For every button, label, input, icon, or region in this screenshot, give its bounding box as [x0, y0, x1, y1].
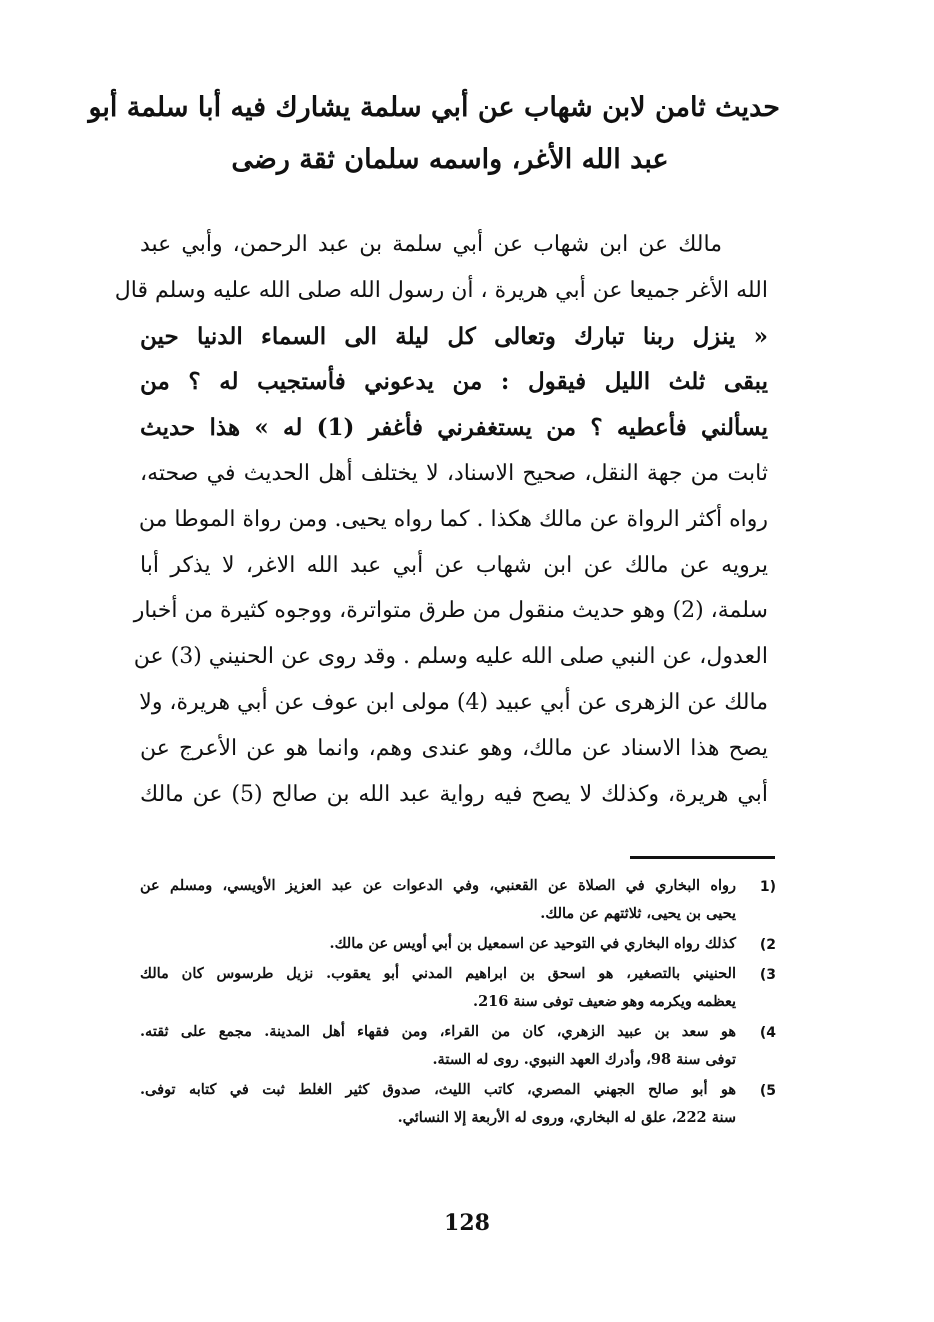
- body-line: يصح هذا الاسناد عن مالك، وهو عندى وهم، وانما هو عن الأعرج عن: [140, 735, 768, 761]
- footnote-number: 5): [759, 1083, 776, 1099]
- footnote-line: هو سعد بن عبيد الزهري، كان من القراء، ومن فقهاء أهل المدينة. مجمع على ثقته.: [140, 1023, 736, 1040]
- footnote-line: كذلك رواه البخاري في التوحيد عن اسمعيل بن أبي أويس عن مالك.: [329, 935, 736, 952]
- footnote: [140, 930, 776, 958]
- body-line: مالك عن الزهرى عن أبي عبيد (4) مولى ابن عوف عن أبي هريرة، ولا: [139, 689, 768, 715]
- hadith-quote-line: يسألني فأعطيه ؟ من يستغفرني فأغفر (1) له » هذا حديث: [140, 414, 768, 442]
- page-number: 128: [444, 1210, 490, 1236]
- body-line: مالك عن ابن شهاب عن أبي سلمة بن عبد الرحمن، وأبي عبد: [140, 232, 722, 257]
- body-text: [114, 222, 768, 817]
- footnote-divider: [630, 856, 775, 859]
- body-line: العدول، عن النبي صلى الله عليه وسلم . وقد روى عن الحنيني (3) عن: [133, 644, 768, 670]
- body-line: ثابت من جهة النقل، صحيح الاسناد، لا يختلف أهل الحديث في صحته،: [140, 460, 768, 486]
- footnote-line: الحنيني بالتصغير، هو اسحق بن ابراهيم المدني أبو يعقوب. نزيل طرسوس كان مالك: [140, 965, 736, 982]
- body-line: الله الأغر جميعا عن أبي هريرة ، أن رسول الله صلى الله عليه وسلم قال: [114, 277, 768, 303]
- hadith-quote-line: يبقى ثلث الليل فيقول : من يدعوني فأستجيب له ؟ من: [140, 368, 768, 396]
- footnote: [140, 1018, 776, 1074]
- title-line: عبد الله الأغر، واسمه سلمان ثقة رضى: [231, 144, 669, 175]
- body-line: أبي هريرة، وكذلك لا يصح فيه رواية عبد الله بن صالح (5) عن مالك: [140, 781, 768, 807]
- footnote-line: رواه البخاري في الصلاة عن القعنبي، وفي الدعوات عن عبد العزيز الأويسي، ومسلم عن: [140, 877, 736, 894]
- footnote-number: 4): [759, 1025, 776, 1041]
- body-line: سلمة، (2) وهو حديث منقول من طرق متواترة، ووجوه كثيرة من أخبار: [133, 598, 768, 624]
- footnote-number: 3): [759, 967, 776, 983]
- footnote: [140, 960, 776, 1016]
- footnote-number: 2): [759, 937, 776, 953]
- footnotes: [140, 872, 776, 1134]
- chapter-title: [88, 82, 780, 186]
- hadith-quote-line: « ينزل ربنا تبارك وتعالى كل ليلة الى السماء الدنيا حين: [140, 322, 768, 350]
- footnote-line: هو أبو صالح الجهني المصري، كاتب الليث، صدوق كثير الغلط ثبت في كتابه توفى.: [140, 1081, 736, 1098]
- footnote-line: يحيى بن يحيى، ثلاثتهم عن مالك.: [540, 905, 736, 922]
- body-line: رواه أكثر الرواة عن مالك هكذا . كما رواه يحيى. ومن رواة الموطا من: [138, 506, 768, 532]
- footnote: [140, 1076, 776, 1132]
- footnote-line: توفى سنة 98، وأدرك العهد النبوي. روى له الستة.: [432, 1051, 736, 1068]
- footnote: [140, 872, 776, 928]
- footnote-line: سنة 222، علق له البخاري، وروى له الأربعة إلا النسائي.: [397, 1109, 736, 1126]
- body-line: يرويه عن مالك عن ابن شهاب عن أبي عبد الله الاغر، لا يذكر أبا: [140, 552, 768, 578]
- footnote-line: يعظمه ويكرمه وهو ضعيف توفى سنة 216.: [473, 993, 736, 1010]
- footnote-number: (1: [759, 879, 776, 895]
- title-line: حديث ثامن لابن شهاب عن أبي سلمة يشارك فيه أبا سلمة أبو: [88, 92, 780, 123]
